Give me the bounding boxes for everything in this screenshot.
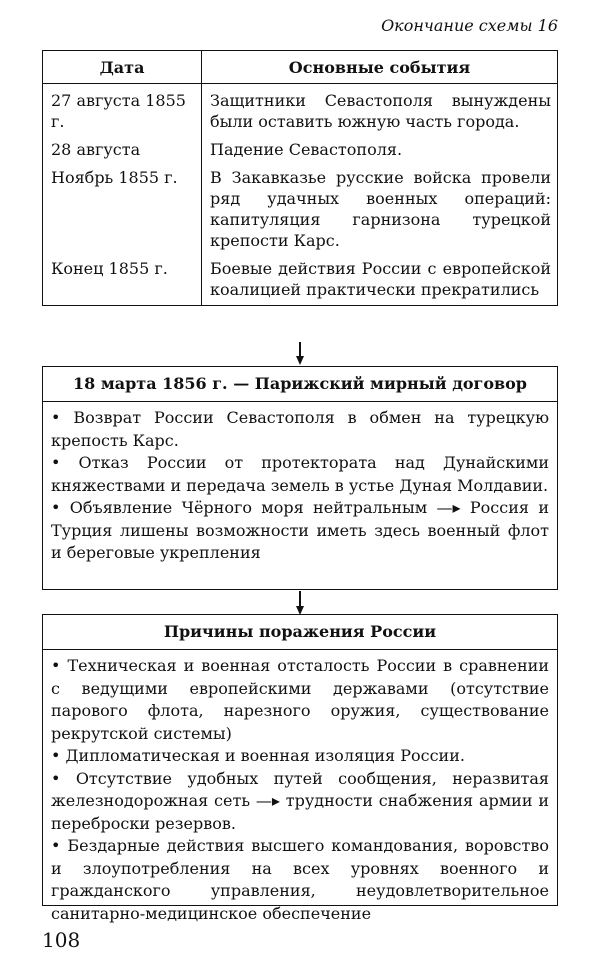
causes-body xyxy=(43,650,557,931)
event-cell: В Закавказье русские войска провели ряд удачных военных операций: капитуляция гарнизона турецкой крепости Карс. xyxy=(202,165,558,256)
causes-box xyxy=(42,614,558,923)
table-header-row xyxy=(43,51,558,84)
date-cell: 27 августа 1855 г. xyxy=(43,84,202,138)
list-item: • Бездарные действия высшего командования, воровство и злоупотребления на всех уровнях военного и гражданского управления, неудовлетворительное санитарно-медицинское обеспечение xyxy=(51,836,549,923)
causes-title: Причины поражения России xyxy=(43,615,557,650)
date-cell: 28 августа xyxy=(43,137,202,165)
events-column-header: Основные события xyxy=(202,51,558,84)
list-item: • Возврат России Севастополя в обмен на турецкую крепость Карс. xyxy=(51,408,549,450)
treaty-title: 18 марта 1856 г. — Парижский мирный договор xyxy=(43,367,557,402)
list-item: • Отсутствие удобных путей сообщения, неразвитая железнодорожная сеть —▸ трудности снабжения армии и переброски резервов. xyxy=(51,768,549,833)
arrow-down-icon xyxy=(297,591,303,615)
list-item: • Дипломатическая и военная изоляция России. xyxy=(51,746,465,765)
table-row xyxy=(43,137,558,165)
table-row xyxy=(43,165,558,256)
date-cell: Конец 1855 г. xyxy=(43,256,202,306)
event-cell: Защитники Севастополя вынуждены были оставить южную часть города. xyxy=(202,84,558,138)
event-cell: Боевые действия России с европейской коалицией практически прекратились xyxy=(202,256,558,306)
list-item: • Отказ России от протектората над Дунайскими княжествами и передача земель в устье Дуная Молдавии. xyxy=(51,453,549,495)
events-table xyxy=(42,50,558,306)
event-cell: Падение Севастополя. xyxy=(202,137,558,165)
date-cell: Ноябрь 1855 г. xyxy=(43,165,202,256)
table-row xyxy=(43,84,558,138)
list-item: • Объявление Чёрного моря нейтральным —▸ Россия и Турция лишены возможности иметь здесь военный флот и береговые укрепления xyxy=(51,498,549,562)
page-number: 108 xyxy=(42,928,81,952)
date-column-header: Дата xyxy=(43,51,202,84)
list-item: • Техническая и военная отсталость России в сравнении с ведущими европейскими державами (отсутствие парового флота, нарезного оружия, существование рекрутской системы) xyxy=(51,656,549,743)
treaty-box xyxy=(42,366,558,590)
scheme-caption: Окончание схемы 16 xyxy=(381,16,558,35)
table-row xyxy=(43,256,558,306)
arrow-down-icon xyxy=(297,342,303,365)
treaty-body xyxy=(43,402,557,571)
